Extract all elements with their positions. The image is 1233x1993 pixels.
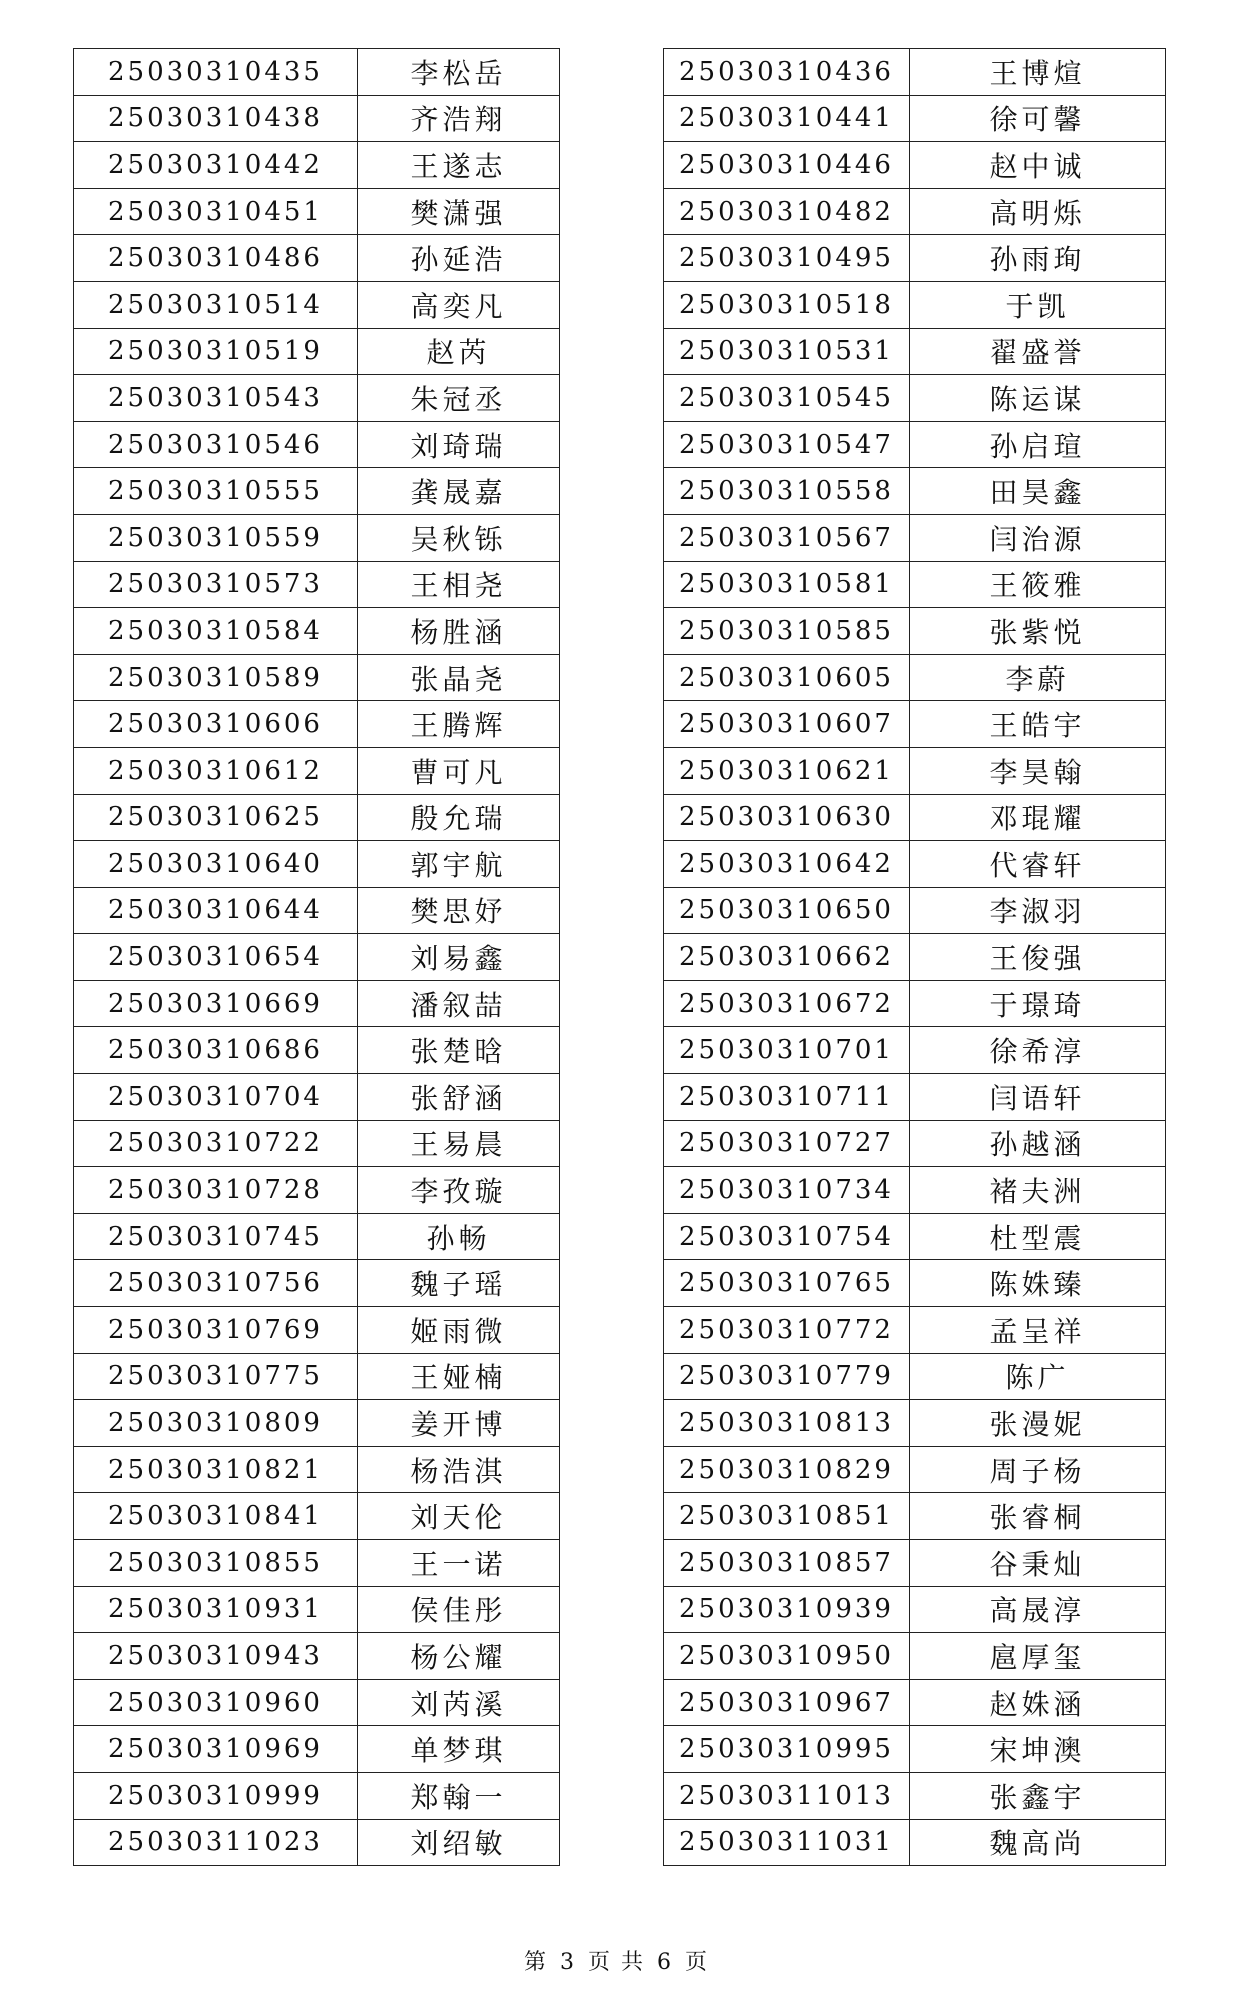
left-id-cell: 25030310960: [74, 1679, 358, 1726]
right-name-cell: 陈姝臻: [910, 1260, 1166, 1307]
left-id-cell: 25030310438: [74, 95, 358, 142]
right-id-cell: 25030310436: [664, 49, 910, 96]
table-row: [74, 561, 1166, 608]
left-name-cell: 李松岳: [358, 49, 560, 96]
gap-cell: [560, 1633, 664, 1680]
right-id-cell: 25030310754: [664, 1213, 910, 1260]
gap-cell: [560, 188, 664, 235]
right-id-cell: 25030310630: [664, 794, 910, 841]
right-name-cell: 于凯: [910, 281, 1166, 328]
gap-cell: [560, 701, 664, 748]
right-id-cell: 25030311031: [664, 1819, 910, 1866]
right-id-cell: 25030310851: [664, 1493, 910, 1540]
left-id-cell: 25030310644: [74, 887, 358, 934]
table-row: [74, 375, 1166, 422]
table-row: [74, 794, 1166, 841]
right-id-cell: 25030310727: [664, 1120, 910, 1167]
gap-cell: [560, 1540, 664, 1587]
table-row: [74, 514, 1166, 561]
right-id-cell: 25030310446: [664, 142, 910, 189]
left-name-cell: 王一诺: [358, 1540, 560, 1587]
right-name-cell: 田昊鑫: [910, 468, 1166, 515]
gap-cell: [560, 887, 664, 934]
right-id-cell: 25030311013: [664, 1772, 910, 1819]
left-name-cell: 郑翰一: [358, 1772, 560, 1819]
page-footer: [0, 1945, 1233, 1976]
table-row: [74, 1074, 1166, 1121]
right-name-cell: 张紫悦: [910, 608, 1166, 655]
left-name-cell: 殷允瑞: [358, 794, 560, 841]
right-id-cell: 25030310642: [664, 841, 910, 888]
right-id-cell: 25030310734: [664, 1167, 910, 1214]
right-id-cell: 25030310939: [664, 1586, 910, 1633]
table-row: [74, 1167, 1166, 1214]
left-name-cell: 赵芮: [358, 328, 560, 375]
left-name-cell: 王腾辉: [358, 701, 560, 748]
right-name-cell: 孙启瑄: [910, 421, 1166, 468]
gap-cell: [560, 1679, 664, 1726]
gap-cell: [560, 1260, 664, 1307]
right-id-cell: 25030310605: [664, 654, 910, 701]
right-name-cell: 杜型震: [910, 1213, 1166, 1260]
gap-cell: [560, 281, 664, 328]
footer-suffix: 页: [685, 1950, 710, 1975]
left-name-cell: 张舒涵: [358, 1074, 560, 1121]
left-id-cell: 25030310943: [74, 1633, 358, 1680]
table-row: [74, 701, 1166, 748]
table-row: [74, 934, 1166, 981]
right-id-cell: 25030310995: [664, 1726, 910, 1773]
left-id-cell: 25030310606: [74, 701, 358, 748]
table-row: [74, 1446, 1166, 1493]
left-name-cell: 刘易鑫: [358, 934, 560, 981]
left-name-cell: 高奕凡: [358, 281, 560, 328]
left-id-cell: 25030311023: [74, 1819, 358, 1866]
right-name-cell: 陈广: [910, 1353, 1166, 1400]
left-id-cell: 25030310931: [74, 1586, 358, 1633]
table-row: [74, 95, 1166, 142]
gap-cell: [560, 608, 664, 655]
table-row: [74, 468, 1166, 515]
left-id-cell: 25030310584: [74, 608, 358, 655]
left-id-cell: 25030310640: [74, 841, 358, 888]
left-id-cell: 25030310589: [74, 654, 358, 701]
left-name-cell: 单梦琪: [358, 1726, 560, 1773]
right-name-cell: 孙雨珣: [910, 235, 1166, 282]
right-id-cell: 25030310829: [664, 1446, 910, 1493]
right-name-cell: 王俊强: [910, 934, 1166, 981]
gap-cell: [560, 1726, 664, 1773]
left-id-cell: 25030310442: [74, 142, 358, 189]
left-name-cell: 朱冠丞: [358, 375, 560, 422]
right-id-cell: 25030310567: [664, 514, 910, 561]
table-row: [74, 1540, 1166, 1587]
left-id-cell: 25030310969: [74, 1726, 358, 1773]
left-name-cell: 姬雨微: [358, 1307, 560, 1354]
right-name-cell: 李蔚: [910, 654, 1166, 701]
right-name-cell: 赵中诚: [910, 142, 1166, 189]
table-row: [74, 608, 1166, 655]
left-id-cell: 25030310625: [74, 794, 358, 841]
table-row: [74, 747, 1166, 794]
table-row: [74, 281, 1166, 328]
right-name-cell: 高明烁: [910, 188, 1166, 235]
right-id-cell: 25030310585: [664, 608, 910, 655]
right-id-cell: 25030310701: [664, 1027, 910, 1074]
right-name-cell: 赵姝涵: [910, 1679, 1166, 1726]
right-name-cell: 陈运谋: [910, 375, 1166, 422]
left-name-cell: 孙延浩: [358, 235, 560, 282]
gap-cell: [560, 1027, 664, 1074]
left-name-cell: 王遂志: [358, 142, 560, 189]
table-row: [74, 1353, 1166, 1400]
left-name-cell: 张楚晗: [358, 1027, 560, 1074]
table-row: [74, 980, 1166, 1027]
left-id-cell: 25030310809: [74, 1400, 358, 1447]
left-name-cell: 刘琦瑞: [358, 421, 560, 468]
table-row: [74, 1633, 1166, 1680]
left-name-cell: 潘叙喆: [358, 980, 560, 1027]
table-row: [74, 1400, 1166, 1447]
right-id-cell: 25030310518: [664, 281, 910, 328]
right-name-cell: 于璟琦: [910, 980, 1166, 1027]
left-id-cell: 25030310654: [74, 934, 358, 981]
right-id-cell: 25030310779: [664, 1353, 910, 1400]
gap-cell: [560, 49, 664, 96]
left-id-cell: 25030310669: [74, 980, 358, 1027]
left-id-cell: 25030310769: [74, 1307, 358, 1354]
left-name-cell: 刘绍敏: [358, 1819, 560, 1866]
table-row: [74, 1679, 1166, 1726]
right-id-cell: 25030310495: [664, 235, 910, 282]
right-name-cell: 孙越涵: [910, 1120, 1166, 1167]
right-id-cell: 25030310441: [664, 95, 910, 142]
left-id-cell: 25030310722: [74, 1120, 358, 1167]
table-row: [74, 1772, 1166, 1819]
gap-cell: [560, 1120, 664, 1167]
gap-cell: [560, 468, 664, 515]
gap-cell: [560, 1772, 664, 1819]
left-name-cell: 齐浩翔: [358, 95, 560, 142]
gap-cell: [560, 375, 664, 422]
right-name-cell: 张鑫宇: [910, 1772, 1166, 1819]
right-id-cell: 25030310482: [664, 188, 910, 235]
right-name-cell: 李淑羽: [910, 887, 1166, 934]
right-name-cell: 魏高尚: [910, 1819, 1166, 1866]
gap-cell: [560, 235, 664, 282]
table-row: [74, 328, 1166, 375]
left-id-cell: 25030310775: [74, 1353, 358, 1400]
right-id-cell: 25030310967: [664, 1679, 910, 1726]
left-name-cell: 刘芮溪: [358, 1679, 560, 1726]
right-id-cell: 25030310558: [664, 468, 910, 515]
right-name-cell: 高晟淳: [910, 1586, 1166, 1633]
table-row: [74, 887, 1166, 934]
left-id-cell: 25030310821: [74, 1446, 358, 1493]
table-row: [74, 421, 1166, 468]
table-row: [74, 1307, 1166, 1354]
table-row: [74, 1213, 1166, 1260]
right-id-cell: 25030310531: [664, 328, 910, 375]
footer-middle: 页 共: [588, 1950, 645, 1975]
right-name-cell: 闫治源: [910, 514, 1166, 561]
gap-cell: [560, 1446, 664, 1493]
left-name-cell: 杨浩淇: [358, 1446, 560, 1493]
left-id-cell: 25030310486: [74, 235, 358, 282]
right-name-cell: 褚夫洲: [910, 1167, 1166, 1214]
right-name-cell: 徐可馨: [910, 95, 1166, 142]
right-name-cell: 王博煊: [910, 49, 1166, 96]
left-id-cell: 25030310686: [74, 1027, 358, 1074]
roster-body: [74, 49, 1166, 1866]
gap-cell: [560, 747, 664, 794]
footer-prefix: 第: [523, 1950, 548, 1975]
left-name-cell: 王娅楠: [358, 1353, 560, 1400]
right-id-cell: 25030310765: [664, 1260, 910, 1307]
left-name-cell: 郭宇航: [358, 841, 560, 888]
left-id-cell: 25030310728: [74, 1167, 358, 1214]
right-name-cell: 李昊翰: [910, 747, 1166, 794]
left-id-cell: 25030310841: [74, 1493, 358, 1540]
right-id-cell: 25030310772: [664, 1307, 910, 1354]
left-id-cell: 25030310514: [74, 281, 358, 328]
right-id-cell: 25030310545: [664, 375, 910, 422]
left-name-cell: 魏子瑶: [358, 1260, 560, 1307]
left-id-cell: 25030310435: [74, 49, 358, 96]
right-name-cell: 宋坤澳: [910, 1726, 1166, 1773]
gap-cell: [560, 1074, 664, 1121]
gap-cell: [560, 1400, 664, 1447]
footer-total-pages: 6: [657, 1950, 673, 1975]
gap-cell: [560, 421, 664, 468]
table-row: [74, 1027, 1166, 1074]
gap-cell: [560, 328, 664, 375]
gap-cell: [560, 1213, 664, 1260]
gap-cell: [560, 794, 664, 841]
left-id-cell: 25030310519: [74, 328, 358, 375]
left-name-cell: 曹可凡: [358, 747, 560, 794]
left-name-cell: 孙畅: [358, 1213, 560, 1260]
roster-table: [73, 48, 1166, 1866]
gap-cell: [560, 1353, 664, 1400]
right-name-cell: 周子杨: [910, 1446, 1166, 1493]
table-row: [74, 235, 1166, 282]
right-name-cell: 王筱雅: [910, 561, 1166, 608]
gap-cell: [560, 1307, 664, 1354]
left-name-cell: 吴秋铄: [358, 514, 560, 561]
right-name-cell: 王皓宇: [910, 701, 1166, 748]
table-row: [74, 654, 1166, 701]
table-row: [74, 1819, 1166, 1866]
right-name-cell: 扈厚玺: [910, 1633, 1166, 1680]
left-name-cell: 王相尧: [358, 561, 560, 608]
right-id-cell: 25030310950: [664, 1633, 910, 1680]
right-id-cell: 25030310711: [664, 1074, 910, 1121]
right-id-cell: 25030310607: [664, 701, 910, 748]
left-id-cell: 25030310612: [74, 747, 358, 794]
right-id-cell: 25030310813: [664, 1400, 910, 1447]
right-id-cell: 25030310650: [664, 887, 910, 934]
left-name-cell: 刘天伦: [358, 1493, 560, 1540]
right-id-cell: 25030310857: [664, 1540, 910, 1587]
left-name-cell: 樊思妤: [358, 887, 560, 934]
left-id-cell: 25030310573: [74, 561, 358, 608]
left-name-cell: 杨胜涵: [358, 608, 560, 655]
gap-cell: [560, 1167, 664, 1214]
gap-cell: [560, 1586, 664, 1633]
left-name-cell: 侯佳彤: [358, 1586, 560, 1633]
right-name-cell: 张睿桐: [910, 1493, 1166, 1540]
left-id-cell: 25030310745: [74, 1213, 358, 1260]
left-name-cell: 杨公耀: [358, 1633, 560, 1680]
table-row: [74, 1260, 1166, 1307]
gap-cell: [560, 1493, 664, 1540]
left-name-cell: 樊潇强: [358, 188, 560, 235]
left-name-cell: 龚晟嘉: [358, 468, 560, 515]
gap-cell: [560, 654, 664, 701]
left-id-cell: 25030310999: [74, 1772, 358, 1819]
left-name-cell: 王易晨: [358, 1120, 560, 1167]
right-name-cell: 闫语轩: [910, 1074, 1166, 1121]
gap-cell: [560, 1819, 664, 1866]
right-name-cell: 孟呈祥: [910, 1307, 1166, 1354]
left-id-cell: 25030310704: [74, 1074, 358, 1121]
table-row: [74, 188, 1166, 235]
left-name-cell: 张晶尧: [358, 654, 560, 701]
left-id-cell: 25030310451: [74, 188, 358, 235]
left-name-cell: 姜开博: [358, 1400, 560, 1447]
left-id-cell: 25030310546: [74, 421, 358, 468]
footer-current-page: 3: [560, 1950, 576, 1975]
right-name-cell: 谷秉灿: [910, 1540, 1166, 1587]
table-row: [74, 1493, 1166, 1540]
gap-cell: [560, 980, 664, 1027]
gap-cell: [560, 934, 664, 981]
right-id-cell: 25030310621: [664, 747, 910, 794]
right-name-cell: 张漫妮: [910, 1400, 1166, 1447]
right-name-cell: 代睿轩: [910, 841, 1166, 888]
right-id-cell: 25030310547: [664, 421, 910, 468]
table-row: [74, 49, 1166, 96]
table-row: [74, 142, 1166, 189]
gap-cell: [560, 514, 664, 561]
left-id-cell: 25030310555: [74, 468, 358, 515]
table-row: [74, 841, 1166, 888]
table-row: [74, 1726, 1166, 1773]
gap-cell: [560, 841, 664, 888]
right-name-cell: 翟盛誉: [910, 328, 1166, 375]
right-id-cell: 25030310672: [664, 980, 910, 1027]
gap-cell: [560, 95, 664, 142]
right-id-cell: 25030310662: [664, 934, 910, 981]
gap-cell: [560, 561, 664, 608]
left-id-cell: 25030310756: [74, 1260, 358, 1307]
left-id-cell: 25030310559: [74, 514, 358, 561]
right-name-cell: 徐希淳: [910, 1027, 1166, 1074]
table-row: [74, 1586, 1166, 1633]
left-id-cell: 25030310855: [74, 1540, 358, 1587]
right-id-cell: 25030310581: [664, 561, 910, 608]
left-id-cell: 25030310543: [74, 375, 358, 422]
gap-cell: [560, 142, 664, 189]
table-row: [74, 1120, 1166, 1167]
left-name-cell: 李孜璇: [358, 1167, 560, 1214]
right-name-cell: 邓琨耀: [910, 794, 1166, 841]
